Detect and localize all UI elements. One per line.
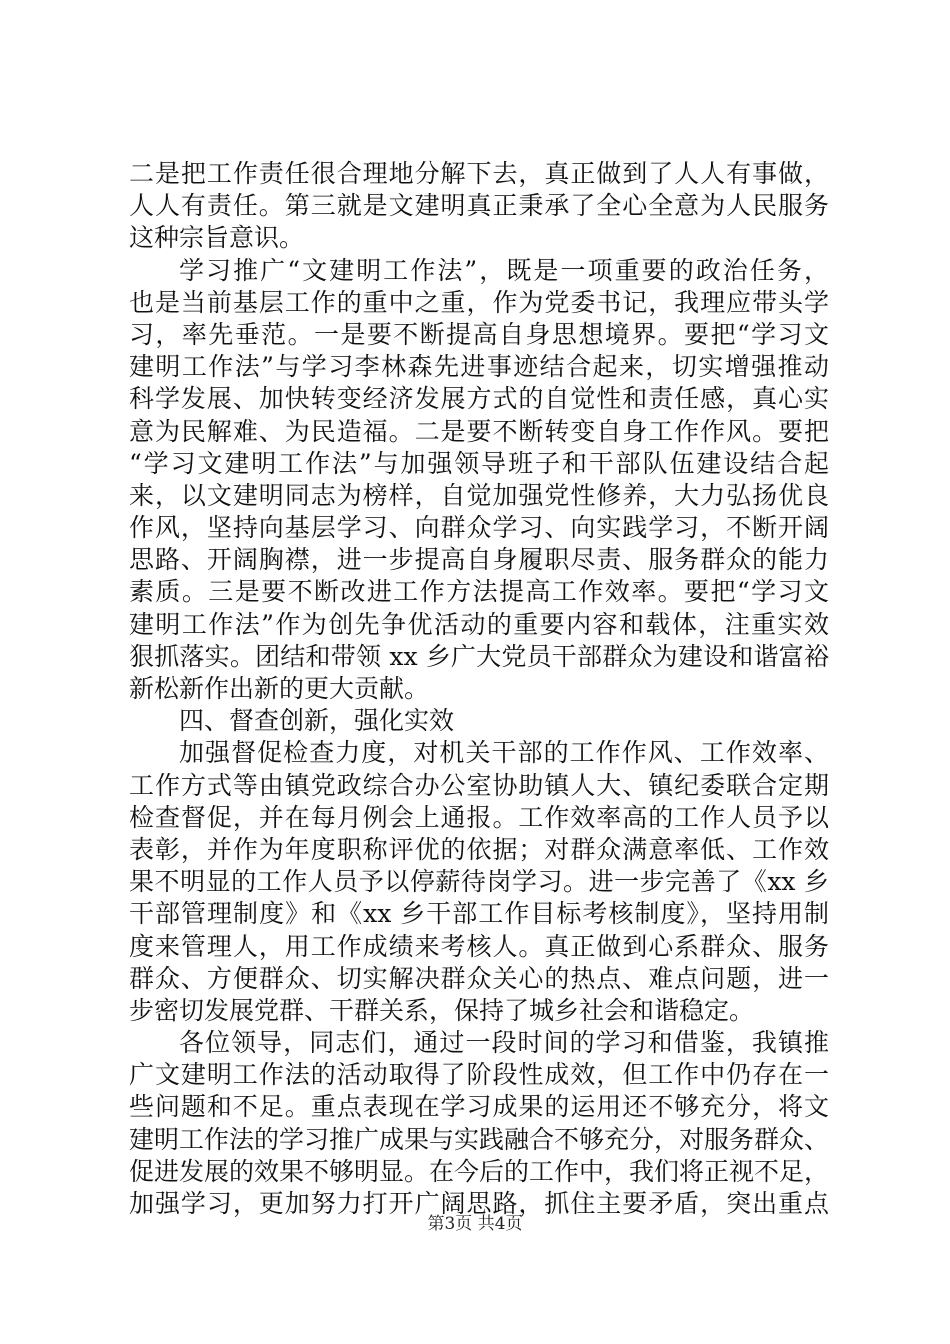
text-line: 表彰，并作为年度职称评优的依据；对群众满意率低、工作效 bbox=[129, 834, 829, 864]
text-line: 来，以文建明同志为榜样，自觉加强党性修养，大力弘扬优良 bbox=[129, 480, 829, 510]
text-line: 建明工作法”与学习李林森先进事迹结合起来，切实增强推动 bbox=[129, 352, 829, 382]
text-line: 建明工作法的学习推广成果与实践融合不够充分，对服务群众、 bbox=[129, 1124, 830, 1154]
text-line: 建明工作法”作为创先争优活动的重要内容和载体，注重实效 bbox=[129, 609, 829, 639]
text-line: 人人有责任。第三就是文建明真正秉承了全心全意为人民服务 bbox=[129, 191, 829, 221]
text-line: 度来管理人，用工作成绩来考核人。真正做到心系群众、服务 bbox=[129, 931, 829, 961]
text-line: 这种宗旨意识。 bbox=[129, 223, 305, 253]
text-line: “学习文建明工作法”与加强领导班子和干部队伍建设结合起 bbox=[129, 448, 829, 478]
text-line: 果不明显的工作人员予以停薪待岗学习。进一步完善了《xx 乡 bbox=[129, 867, 829, 897]
document-page bbox=[129, 0, 829, 1344]
text-line: 新松新作出新的更大贡献。 bbox=[129, 674, 430, 703]
text-line: 步密切发展党群、干群关系，保持了城乡社会和谐稳定。 bbox=[129, 995, 755, 1025]
text-line: 检查督促，并在每月例会上通报。工作效率高的工作人员予以 bbox=[129, 802, 829, 832]
text-line: 学习推广“文建明工作法”，既是一项重要的政治任务， bbox=[179, 255, 829, 285]
text-line: 加强督促检查力度，对机关干部的工作作风、工作效率、 bbox=[179, 738, 829, 768]
text-line: 意为民解难、为民造福。二是要不断转变自身工作作风。要把 bbox=[129, 416, 829, 446]
text-line: 也是当前基层工作的重中之重，作为党委书记，我理应带头学 bbox=[129, 287, 829, 317]
text-line: 些问题和不足。重点表现在学习成果的运用还不够充分，将文 bbox=[129, 1092, 829, 1122]
text-line: 干部管理制度》和《xx 乡干部工作目标考核制度》，坚持用制 bbox=[129, 899, 829, 929]
text-line: 思路、开阔胸襟，进一步提高自身履职尽责、服务群众的能力 bbox=[129, 545, 829, 575]
text-line: 促进发展的效果不够明显。在今后的工作中，我们将正视不足， bbox=[129, 1156, 830, 1186]
text-line: 作风，坚持向基层学习、向群众学习、向实践学习，不断开阔 bbox=[129, 513, 829, 543]
page-number-label: 第3页 共4页 bbox=[427, 1214, 523, 1234]
text-line: 素质。三是要不断改进工作方法提高工作效率。要把“学习文 bbox=[129, 577, 829, 607]
text-line: 狠抓落实。团结和带领 xx 乡广大党员干部群众为建设和谐富裕 bbox=[129, 641, 829, 671]
text-line: 四、督查创新，强化实效 bbox=[179, 706, 455, 736]
text-line: 群众、方便群众、切实解决群众关心的热点、难点问题，进一 bbox=[129, 963, 829, 993]
text-line: 习，率先垂范。一是要不断提高自身思想境界。要把“学习文 bbox=[129, 319, 829, 349]
text-line: 广文建明工作法的活动取得了阶段性成效，但工作中仍存在一 bbox=[129, 1060, 829, 1090]
text-line: 加强学习，更加努力打开广阔思路，抓住主要矛盾，突出重点 bbox=[129, 1189, 829, 1218]
page-footer bbox=[0, 1213, 950, 1235]
text-line: 科学发展、加快转变经济发展方式的自觉性和责任感，真心实 bbox=[129, 384, 829, 414]
text-line: 二是把工作责任很合理地分解下去，真正做到了人人有事做， bbox=[129, 159, 829, 188]
document-body bbox=[129, 158, 829, 1220]
text-line: 各位领导，同志们，通过一段时间的学习和借鉴，我镇推 bbox=[179, 1028, 829, 1058]
text-line: 工作方式等由镇党政综合办公室协助镇人大、镇纪委联合定期 bbox=[129, 770, 829, 800]
